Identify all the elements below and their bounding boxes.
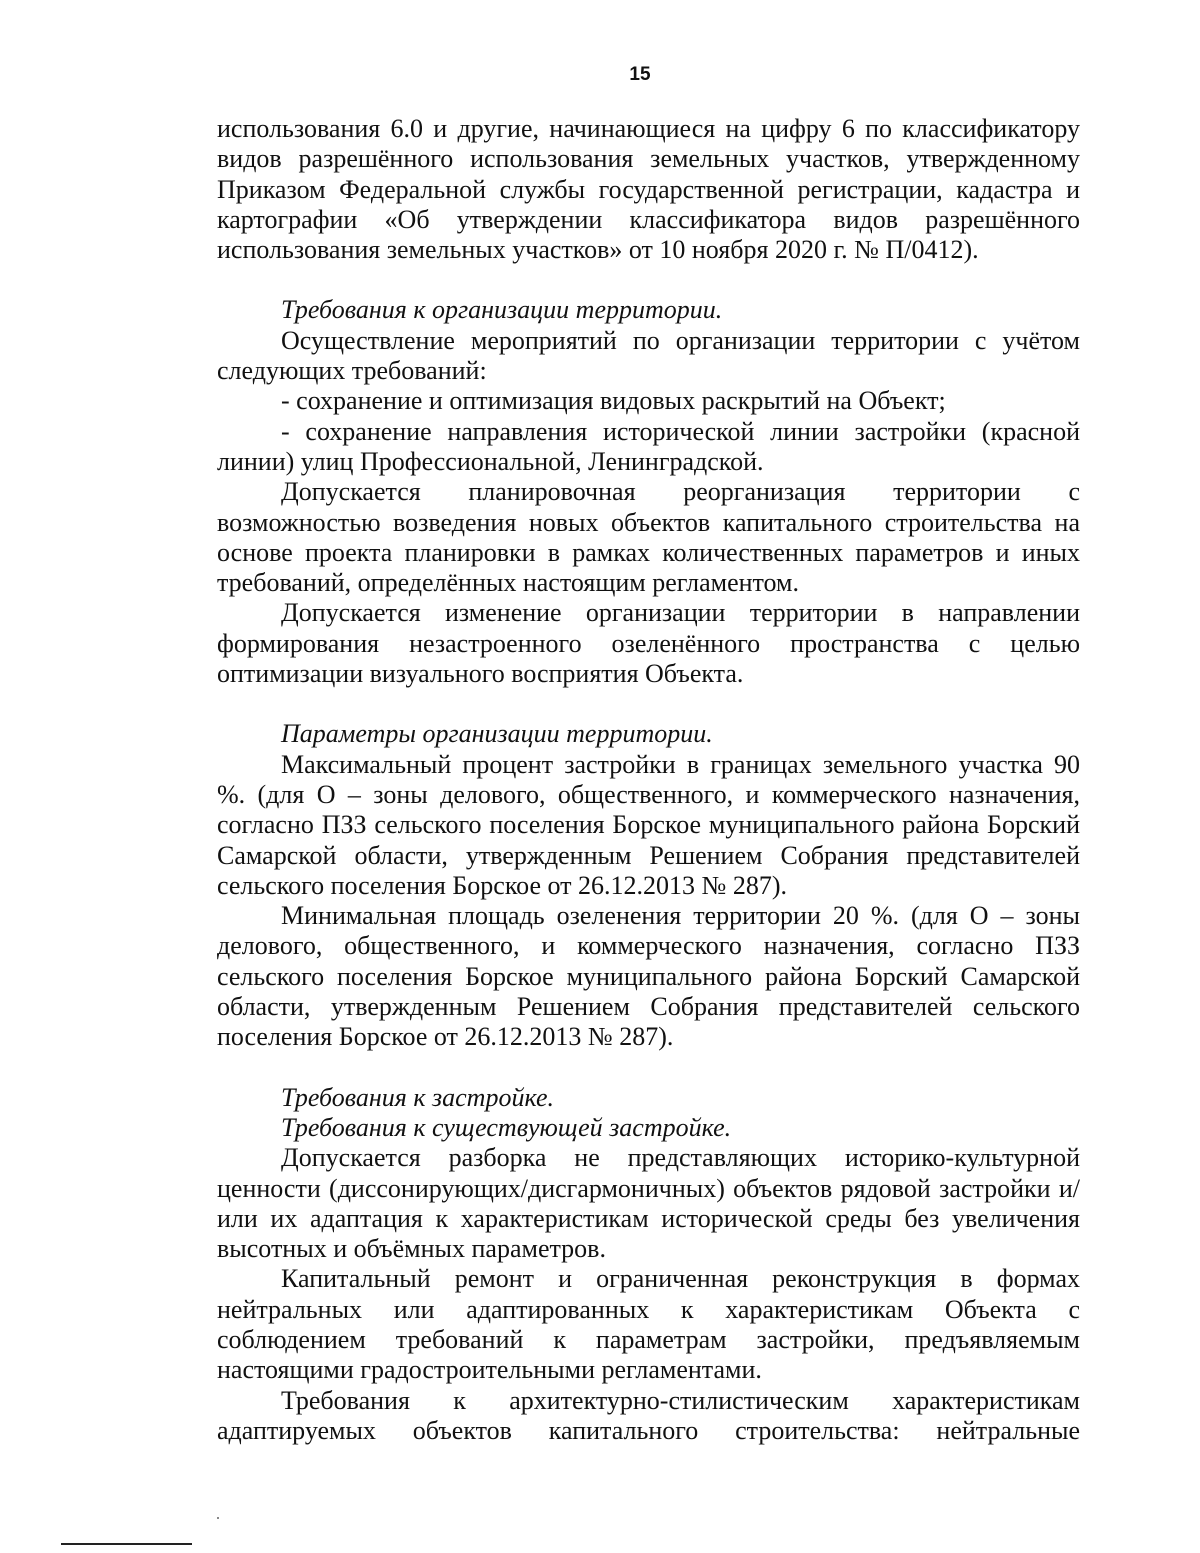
paragraph: Допускается изменение организации территории в направлении формирования незастроенного озеленённого пространства с целью оптимизации визуального восприятия Объекта. (217, 598, 1080, 689)
document-body (217, 114, 1080, 1446)
page-number: 15 (629, 64, 651, 85)
section-heading: Требования к организации территории. (281, 295, 723, 325)
scan-speck (217, 1517, 219, 1519)
section-heading: Параметры организации территории. (281, 719, 713, 749)
section-heading: Требования к застройке. (281, 1082, 555, 1112)
section-heading: Требования к существующей застройке. (281, 1112, 732, 1142)
paragraph: - сохранение направления исторической линии застройки (красной линии) улиц Профессиональной, Ленинградской. (217, 416, 1080, 476)
section-gap (217, 1053, 1080, 1083)
paragraph: Максимальный процент застройки в границах земельного участка 90 %. (для О – зоны делового, общественного, и коммерческого назначения, согласно ПЗЗ сельского поселения Борское муниципального района Борский Самарской области, утвержденным Решением Собрания представителей сельского поселения Борское от 26.12.2013 № 287). (217, 749, 1080, 900)
paragraph: - сохранение и оптимизация видовых раскрытий на Объект; (281, 386, 946, 416)
paragraph: Допускается планировочная реорганизация территории с возможностью возведения новых объектов капитального строительства на основе проекта планировки в рамках количественных параметров и иных требований, определённых настоящим регламентом. (217, 477, 1080, 598)
paragraph: Минимальная площадь озеленения территории 20 %. (для О – зоны делового, общественного, и коммерческого назначения, согласно ПЗЗ сельского поселения Борское муниципального района Борский Самарской области, утвержденным Решением Собрания представителей сельского поселения Борское от 26.12.2013 № 287). (217, 901, 1080, 1052)
paragraph: Осуществление мероприятий по организации территории с учётом следующих требований: (217, 325, 1080, 386)
paragraph: использования 6.0 и другие, начинающиеся на цифру 6 по классификатору видов разрешённого использования земельных участков, утвержденному Приказом Федеральной службы государственной регистрации, кадастра и картографии «Об утверждении классификатора видов разрешённого использования земельных участков» от 10 ноября 2020 г. № П/0412). (217, 114, 1080, 265)
section-gap (217, 265, 1080, 295)
paragraph: Допускается разборка не представляющих историко-культурной ценности (диссонирующих/дисгармоничных) объектов рядовой застройки и/или их адаптация к характеристикам исторической среды без увеличения высотных и объёмных параметров. (217, 1143, 1080, 1264)
footnote-separator (61, 1543, 192, 1545)
paragraph: Требования к архитектурно-стилистическим характеристикам адаптируемых объектов капитального строительства: нейтральные (217, 1385, 1080, 1445)
paragraph: Капитальный ремонт и ограниченная реконструкция в формах нейтральных или адаптированных к характеристикам Объекта с соблюдением требований к параметрам застройки, предъявляемым настоящими градостроительными регламентами. (217, 1264, 1080, 1385)
section-gap (217, 689, 1080, 719)
